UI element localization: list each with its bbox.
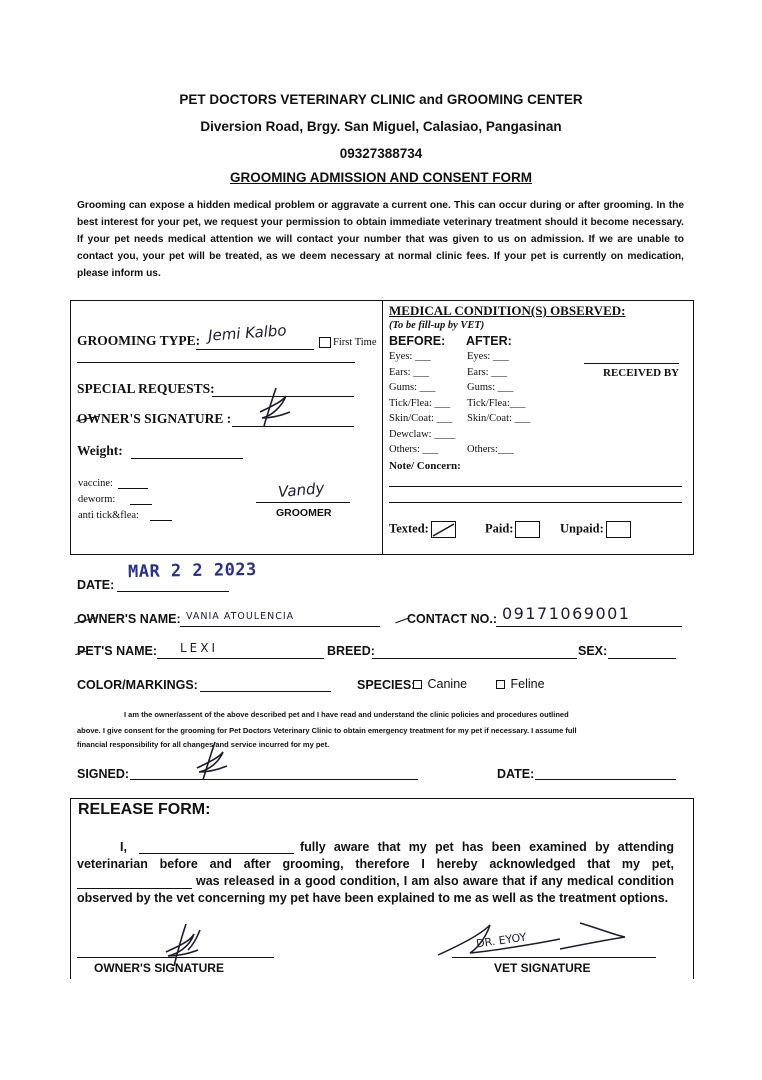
after-item[interactable]: Eyes: ___ [467,351,509,362]
consent-date-label: DATE: [497,767,535,781]
feline-label: Feline [510,677,545,691]
pet-name-line[interactable] [157,658,324,659]
note-line-1[interactable] [389,486,682,487]
consent-date-line[interactable] [535,779,676,780]
canine-checkbox[interactable] [413,680,422,689]
species-label: SPECIES: [357,678,416,692]
release-line-2: veterinarian before and after grooming, therefore I hereby acknowledged that my pet, [77,857,674,871]
grooming-type-line [196,349,314,350]
after-item-empty [467,429,530,445]
weight-label: Weight: [77,443,123,458]
medical-title: MEDICAL CONDITION(S) OBSERVED: [389,303,626,318]
received-by-label: RECEIVED BY [603,367,680,379]
color-markings-line[interactable] [200,691,331,692]
contact-line[interactable] [496,626,682,627]
medical-subtitle: (To be fill-up by VET) [389,320,485,331]
release-title: RELEASE FORM: [78,801,211,818]
deworm-label: deworm: [78,494,116,505]
note-label: Note/ Concern: [389,460,461,472]
vet-signature-mark [430,915,630,965]
before-list [389,351,455,460]
form-title: GROOMING ADMISSION AND CONSENT FORM [230,170,532,185]
clinic-phone: 09327388734 [339,146,423,161]
after-list [467,351,530,460]
after-item[interactable]: Others:___ [467,444,514,455]
after-item[interactable]: Skin/Coat: ___ [467,413,531,424]
vet-signature-label: VET SIGNATURE [494,961,591,975]
before-item[interactable]: Ears: ___ [389,366,429,378]
first-time-checkbox[interactable] [319,337,331,348]
groomer-line[interactable] [256,502,350,503]
groomer-label: GROOMER [276,507,332,519]
intro-paragraph: Grooming can expose a hidden medical problem or aggravate a current one. This can occur during or after grooming. In the best interest for your pet, we request your permission to obtain immediate veterinary treatment should it become necessary. If your pet needs medical attention we will contact your number that was given to us on admission. If we are unable to contact you, your pet will be treated, as we deem necessary at normal clinic fees. If your pet is currently on medication, please inform us. [77,200,684,279]
deworm-line[interactable] [130,504,152,505]
signed-label: SIGNED: [77,767,130,781]
color-markings-label: COLOR/MARKINGS: [77,678,198,692]
grooming-type-value[interactable]: Jemi Kalbo [207,321,288,345]
paid-checkbox[interactable] [515,521,540,538]
vet-signature-text: DR. EYOY [475,930,528,951]
texted-label: Texted: [389,521,429,536]
sex-label: SEX: [578,644,608,658]
received-by-line[interactable] [584,363,679,364]
before-label: BEFORE: [389,334,446,348]
pet-name-value: LEXI [180,641,219,655]
texted-checkbox[interactable] [431,521,456,538]
sex-line[interactable] [608,658,676,659]
owner-name-value: VANIA ATOULENCIA [186,611,295,622]
consent-line-3: financial responsibility for all changes and service incurred for my pet. [77,740,330,749]
pet-name-label: PET'S NAME: [77,644,158,658]
consent-line-1: I am the owner/assent of the above described pet and I have read and understand the clinic policies and procedures outlined [124,710,569,719]
canine-option[interactable] [413,677,467,691]
after-item[interactable]: Tick/Flea:___ [467,397,526,409]
unpaid-checkbox[interactable] [606,521,631,538]
canine-label: Canine [427,677,468,691]
date-stamp: MAR 2 2 2023 [127,559,257,583]
clinic-address: Diversion Road, Brgy. San Miguel, Calasiao, Pangasinan [200,119,562,134]
unpaid-option[interactable] [560,521,631,538]
anti-tick-line[interactable] [150,520,172,521]
date-label: DATE: [77,578,115,592]
release-name-line[interactable] [139,853,294,854]
first-time-option[interactable] [319,337,376,348]
owner-signature-label: OWNER'S SIGNATURE : [77,411,232,426]
owner-signature-mark-2 [185,738,235,786]
contact-label: CONTACT NO.: [407,612,498,626]
before-item[interactable]: Others: ___ [389,444,439,455]
consent-line-2: above. I give consent for the grooming for Pet Doctors Veterinary Clinic to obtain emergency treatment for my pet if necessary. I assume full [77,726,577,735]
owner-release-signature-label: OWNER'S SIGNATURE [94,961,224,975]
release-line-3: was released in a good condition, I am also aware that if any medical condition [196,874,674,888]
release-line-4: observed by the vet concerning my pet have been explained to me as well as the treatment options. [77,891,669,905]
vaccine-label: vaccine: [78,478,113,489]
after-item[interactable]: Gums: ___ [467,382,514,393]
before-item[interactable]: Gums: ___ [389,382,436,393]
groomer-name: Vandy [277,479,326,501]
feline-checkbox[interactable] [496,680,505,689]
panel-divider [382,300,383,554]
before-item[interactable]: Skin/Coat: ___ [389,413,453,424]
release-pet-line[interactable] [77,888,192,889]
anti-tick-label: anti tick&flea: [78,510,139,521]
clinic-name: PET DOCTORS VETERINARY CLINIC and GROOMING CENTER [179,92,583,107]
grooming-extra-line [77,362,355,363]
paid-option[interactable] [485,521,540,538]
breed-line[interactable] [372,658,577,659]
release-i: I, [120,840,127,854]
before-item[interactable]: Dewclaw: ____ [389,428,456,440]
release-line-1: fully aware that my pet has been examined by attending [300,840,674,854]
unpaid-label: Unpaid: [560,521,604,536]
special-requests-label: SPECIAL REQUESTS: [77,381,215,396]
owner-name-line[interactable] [180,626,380,627]
first-time-label: First Time [333,337,377,348]
note-line-2[interactable] [389,502,682,503]
before-item[interactable]: Tick/Flea: ___ [389,397,451,409]
texted-option[interactable] [389,521,456,538]
signed-line[interactable] [130,779,418,780]
weight-line[interactable] [131,458,243,459]
paid-label: Paid: [485,521,514,536]
owner-name-label: OWNER'S NAME: [77,612,181,626]
feline-option[interactable] [496,677,545,691]
after-label: AFTER: [466,334,512,348]
check-mark-icon [432,522,455,537]
grooming-type-label: GROOMING TYPE: [77,333,201,348]
date-line[interactable] [117,591,229,592]
breed-label: BREED: [327,644,375,658]
owner-signature-mark-1 [248,382,298,432]
after-item[interactable]: Ears: ___ [467,366,507,378]
before-item[interactable]: Eyes: ___ [389,351,431,362]
vaccine-line[interactable] [118,488,148,489]
contact-value: 09171069001 [502,604,631,623]
